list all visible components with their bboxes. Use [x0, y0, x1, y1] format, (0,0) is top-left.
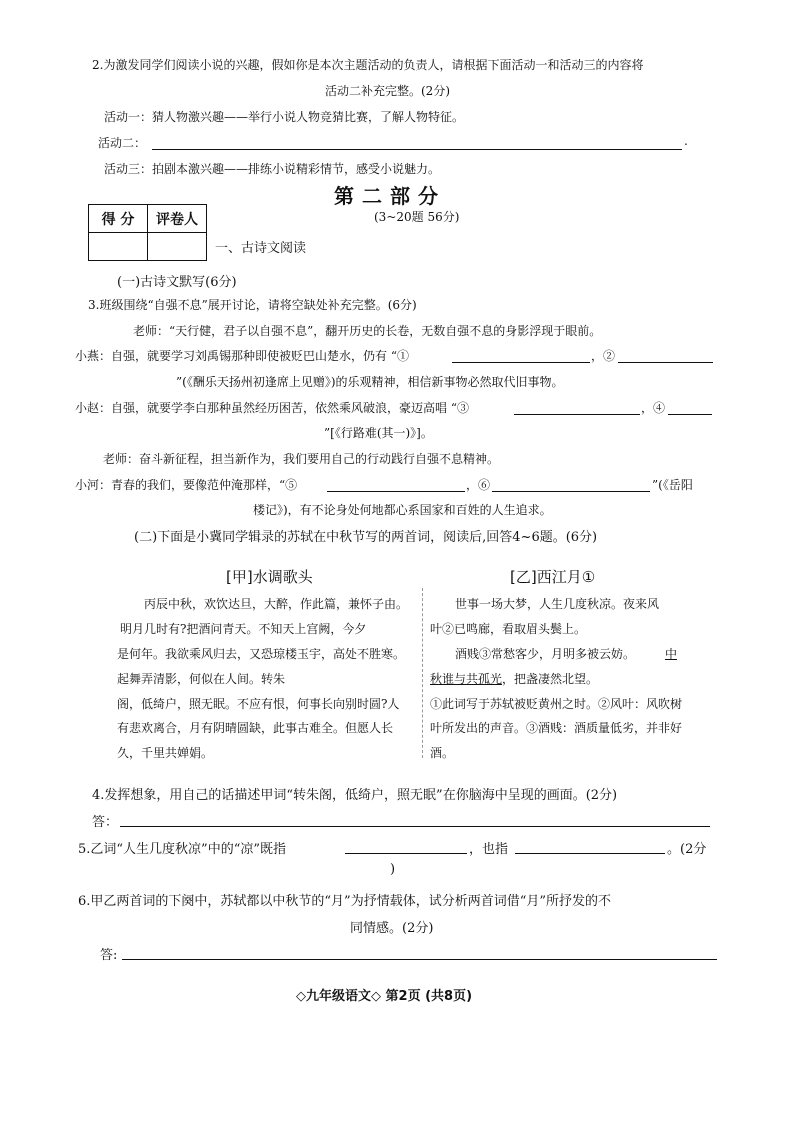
- q5-part3: 。(2分: [667, 842, 707, 857]
- q2-activity1: 活动一：猜人物激兴趣——举行小说人物竞猜比赛，了解人物特征。: [104, 110, 465, 124]
- q4-answer-label: 答：: [92, 815, 119, 830]
- poem-a-line: 阁，低绮户，照无眠。不应有恨，何事长向别时圆?人: [117, 697, 400, 711]
- q5-part2: ，也指: [469, 842, 509, 857]
- part2-subtitle: (3~20题 56分): [374, 210, 460, 224]
- q3-intro: 3.班级围绕“自强不息”展开讨论，请将空缺处补充完整。(6分): [88, 298, 417, 312]
- poem-b-line4: [430, 670, 598, 687]
- q3-xiaohe-end: ”(《岳阳: [652, 478, 693, 492]
- q2-activity3: 活动三：拍剧本激兴趣——排练小说精彩情节，感受小说魅力。: [104, 162, 441, 176]
- q6-answer-label: 答:: [100, 948, 118, 963]
- poem-a-line: 是何年。我欲乘风归去，又恐琼楼玉宇，高处不胜寒。: [117, 647, 406, 661]
- blank-1[interactable]: [452, 362, 590, 363]
- q3-xiaozhao-mid: ，④: [641, 401, 666, 415]
- q3-xiaoyan-line2: ”(《酬乐天扬州初逢席上见赠》)的乐观精神，相信新事物必然取代旧事物。: [176, 375, 564, 389]
- blank-2[interactable]: [618, 362, 713, 363]
- blank-4[interactable]: [668, 414, 712, 415]
- grader-cell[interactable]: [148, 233, 207, 261]
- poem-b-line: 世事一场大梦，人生几度秋凉。夜来风: [455, 597, 660, 611]
- poem-b-line: 酒贱③常愁客少，月明多被云妨。: [455, 647, 636, 661]
- poem-a-line: 有悲欢离合，月有阴晴圆缺，此事古难全。但愿人长: [117, 721, 394, 735]
- poem-b-underlined: 秋谁与共孤光: [430, 672, 503, 686]
- q2-activity2-label: 活动二：: [98, 136, 147, 150]
- poem-b-underlined: 中: [665, 647, 678, 661]
- poem-a-preface: 丙辰中秋，欢饮达旦，大醉，作此篇，兼怀子由。: [144, 597, 409, 611]
- q3-xiaohe-mid: ，⑥: [466, 478, 491, 492]
- q3-xiaoyan-line1: 小燕：自强，就要学习刘禹锡那种即使被贬巴山楚水，仍有 “①: [75, 349, 409, 363]
- part2-title: 第二部分: [334, 184, 446, 208]
- q2-line2: 活动二补充完整。(2分): [325, 84, 450, 98]
- section-heading: 一、古诗文阅读: [215, 241, 307, 256]
- column-divider: [422, 588, 423, 758]
- q3-xiaoyan-mid: ，②: [591, 349, 616, 363]
- score-header: 得 分: [89, 205, 148, 233]
- q3-teacher2: 老师：奋斗新征程，担当新作为，我们要用自己的行动践行自强不息精神。: [103, 452, 500, 466]
- blank-6[interactable]: [492, 491, 650, 492]
- grader-header: 评卷人: [148, 205, 207, 233]
- poem-b-line4-rest: ，把盏凄然北望。: [502, 672, 599, 686]
- q2-activity2-end: .: [684, 134, 688, 148]
- q5-blank-2[interactable]: [515, 853, 665, 854]
- q2-activity2-answer-line[interactable]: [152, 149, 682, 150]
- poem-b-note: ①此词写于苏轼被贬黄州之时。②风叶：风吹树: [430, 697, 683, 711]
- q5-part4: ): [390, 862, 396, 877]
- subsection-heading-1: (一)古诗文默写(6分): [117, 275, 237, 290]
- q3-xiaozhao-line1: 小赵：自强，就要学李白那种虽然经历困苦，依然乘风破浪，豪迈高唱 “③: [75, 401, 469, 415]
- q5-blank-1[interactable]: [345, 853, 467, 854]
- q3-xiaozhao-line2: ”[《行路难(其一)》]。: [324, 426, 433, 440]
- q4-text: 4.发挥想象，用自己的话描述甲词“转朱阁，低绮户，照无眠”在你脑海中呈现的画面。(2分): [92, 788, 618, 803]
- q2-line1: 2.为激发同学们阅读小说的兴趣，假如你是本次主题活动的负责人，请根据下面活动一和活动三的内容将: [92, 58, 644, 72]
- poem-b-line: 叶②已鸣廊，看取眉头鬓上。: [430, 622, 587, 636]
- poem-a-title: [甲]水调歌头: [226, 568, 313, 586]
- q6-answer-line[interactable]: [122, 959, 717, 960]
- q5-part1: 5.乙词“人生几度秋凉”中的“凉”既指: [78, 842, 286, 857]
- score-cell[interactable]: [89, 233, 148, 261]
- poem-b-title: [乙]西江月①: [510, 568, 596, 586]
- blank-5[interactable]: [327, 491, 465, 492]
- poem-b-note: 叶所发出的声音。③酒贱：酒质量低劣，并非好: [430, 721, 683, 735]
- subsection-heading-2: (二)下面是小冀同学辑录的苏轼在中秋节写的两首词，阅读后,回答4~6题。(6分): [134, 530, 598, 545]
- q6-line1: 6.甲乙两首词的下阕中，苏轼都以中秋节的“月”为抒情载体，试分析两首词借“月”所抒发的不: [78, 894, 611, 909]
- score-table: [88, 204, 207, 261]
- q6-line2: 同情感。(2分): [350, 921, 434, 936]
- page-footer: ◇九年级语文◇ 第2页 (共8页): [296, 989, 473, 1004]
- poem-a-line: 明月几时有?把酒问青天。不知天上宫阙，今夕: [120, 622, 367, 636]
- poem-a-line: 起舞弄清影，何似在人间。转朱: [117, 672, 286, 686]
- q4-answer-line[interactable]: [120, 826, 710, 827]
- blank-3[interactable]: [514, 414, 640, 415]
- poem-a-line: 久，千里共婵娟。: [117, 746, 214, 760]
- q3-xiaohe-line1: 小河：青春的我们，要像范仲淹那样，“⑤: [75, 478, 298, 492]
- q3-teacher1: 老师：“天行健，君子以自强不息”，翻开历史的长卷，无数自强不息的身影浮现于眼前。: [133, 324, 602, 338]
- q3-xiaohe-line2: 楼记》)，有不论身处何地都心系国家和百姓的人生追求。: [253, 503, 552, 517]
- poem-b-note: 酒。: [430, 746, 455, 760]
